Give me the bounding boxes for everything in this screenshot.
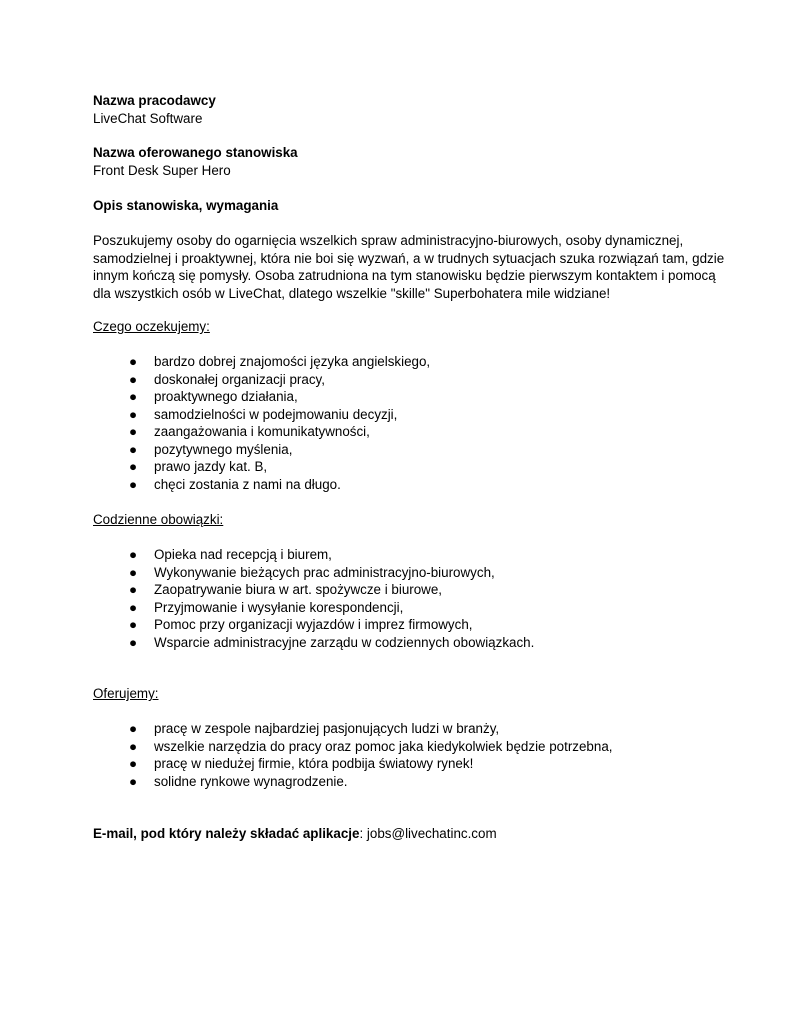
list-item-text: Zaopatrywanie biura w art. spożywcze i biurowe, (154, 582, 443, 597)
list-item-text: prawo jazdy kat. B, (154, 459, 268, 474)
duties-heading: Codzienne obowiązki: (93, 512, 224, 527)
description-line: dla wszystkich osób w LiveChat, dlatego wszelkie "skille" Superbohatera mile widziane! (93, 285, 611, 301)
description-line: samodzielnej i proaktywnej, która nie boi się wyzwań, a w trudnych sytuacjach szuka rozwiązań tam, gdzie (93, 250, 725, 266)
list-item-text: Przyjmowanie i wysyłanie korespondencji, (154, 599, 404, 615)
contact-email[interactable]: jobs@livechatinc.com (366, 826, 497, 841)
bullet-icon: ● (129, 547, 138, 562)
list-item-text: zaangażowania i komunikatywności, (154, 424, 370, 439)
bullet-icon: ● (129, 599, 138, 615)
contact-label: E-mail, pod który należy składać aplikacje (93, 826, 360, 841)
description-paragraph (93, 232, 725, 302)
contact-separator: : (359, 826, 367, 841)
description-line: Poszukujemy osoby do ogarnięcia wszelkich spraw administracyjno-biurowych, osoby dynamicznej, (93, 233, 684, 248)
offer-heading: Oferujemy: (93, 686, 159, 701)
list-item-text: Wykonywanie bieżących prac administracyjno-biurowych, (154, 564, 495, 580)
list-item-text: chęci zostania z nami na długo. (154, 476, 341, 492)
employer-heading: Nazwa pracodawcy (93, 93, 216, 108)
bullet-icon: ● (129, 756, 138, 771)
list-item-text: Pomoc przy organizacji wyjazdów i imprez firmowych, (154, 617, 473, 632)
bullet-icon: ● (129, 354, 138, 369)
position-heading: Nazwa oferowanego stanowiska (93, 145, 298, 160)
bullet-icon: ● (129, 564, 138, 580)
list-item-text: Opieka nad recepcją i biurem, (154, 547, 332, 562)
list-item-text: doskonałej organizacji pracy, (154, 371, 325, 387)
description-heading: Opis stanowiska, wymagania (93, 198, 279, 213)
list-item-text: proaktywnego działania, (154, 389, 298, 404)
list-item-text: Wsparcie administracyjne zarządu w codziennych obowiązkach. (154, 634, 535, 650)
description-line: innym kończą się pomysły. Osoba zatrudniona na tym stanowisku będzie pierwszym kontaktem i pomocą (93, 268, 716, 283)
bullet-icon: ● (129, 634, 138, 650)
bullet-icon: ● (129, 424, 138, 439)
bullet-icon: ● (129, 773, 138, 789)
employer-name: LiveChat Software (93, 111, 203, 126)
bullet-icon: ● (129, 441, 138, 457)
bullet-icon: ● (129, 459, 138, 474)
bullet-icon: ● (129, 721, 138, 736)
expectations-heading: Czego oczekujemy: (93, 319, 210, 334)
contact-line (93, 825, 497, 843)
bullet-icon: ● (129, 617, 138, 632)
list-item-text: bardzo dobrej znajomości języka angielskiego, (154, 354, 431, 369)
list-item-text: pozytywnego myślenia, (154, 441, 293, 457)
list-item-text: solidne rynkowe wynagrodzenie. (154, 773, 348, 789)
bullet-icon: ● (129, 371, 138, 387)
list-item-text: wszelkie narzędzia do pracy oraz pomoc jaka kiedykolwiek będzie potrzebna, (154, 738, 613, 754)
list-item-text: samodzielności w podejmowaniu decyzji, (154, 406, 398, 422)
bullet-icon: ● (129, 738, 138, 754)
list-item-text: pracę w zespole najbardziej pasjonujących ludzi w branży, (154, 721, 500, 736)
bullet-icon: ● (129, 582, 138, 597)
list-item-text: pracę w niedużej firmie, która podbija światowy rynek! (154, 756, 474, 771)
bullet-icon: ● (129, 476, 138, 492)
bullet-icon: ● (129, 389, 138, 404)
position-name: Front Desk Super Hero (93, 163, 231, 178)
bullet-icon: ● (129, 406, 138, 422)
